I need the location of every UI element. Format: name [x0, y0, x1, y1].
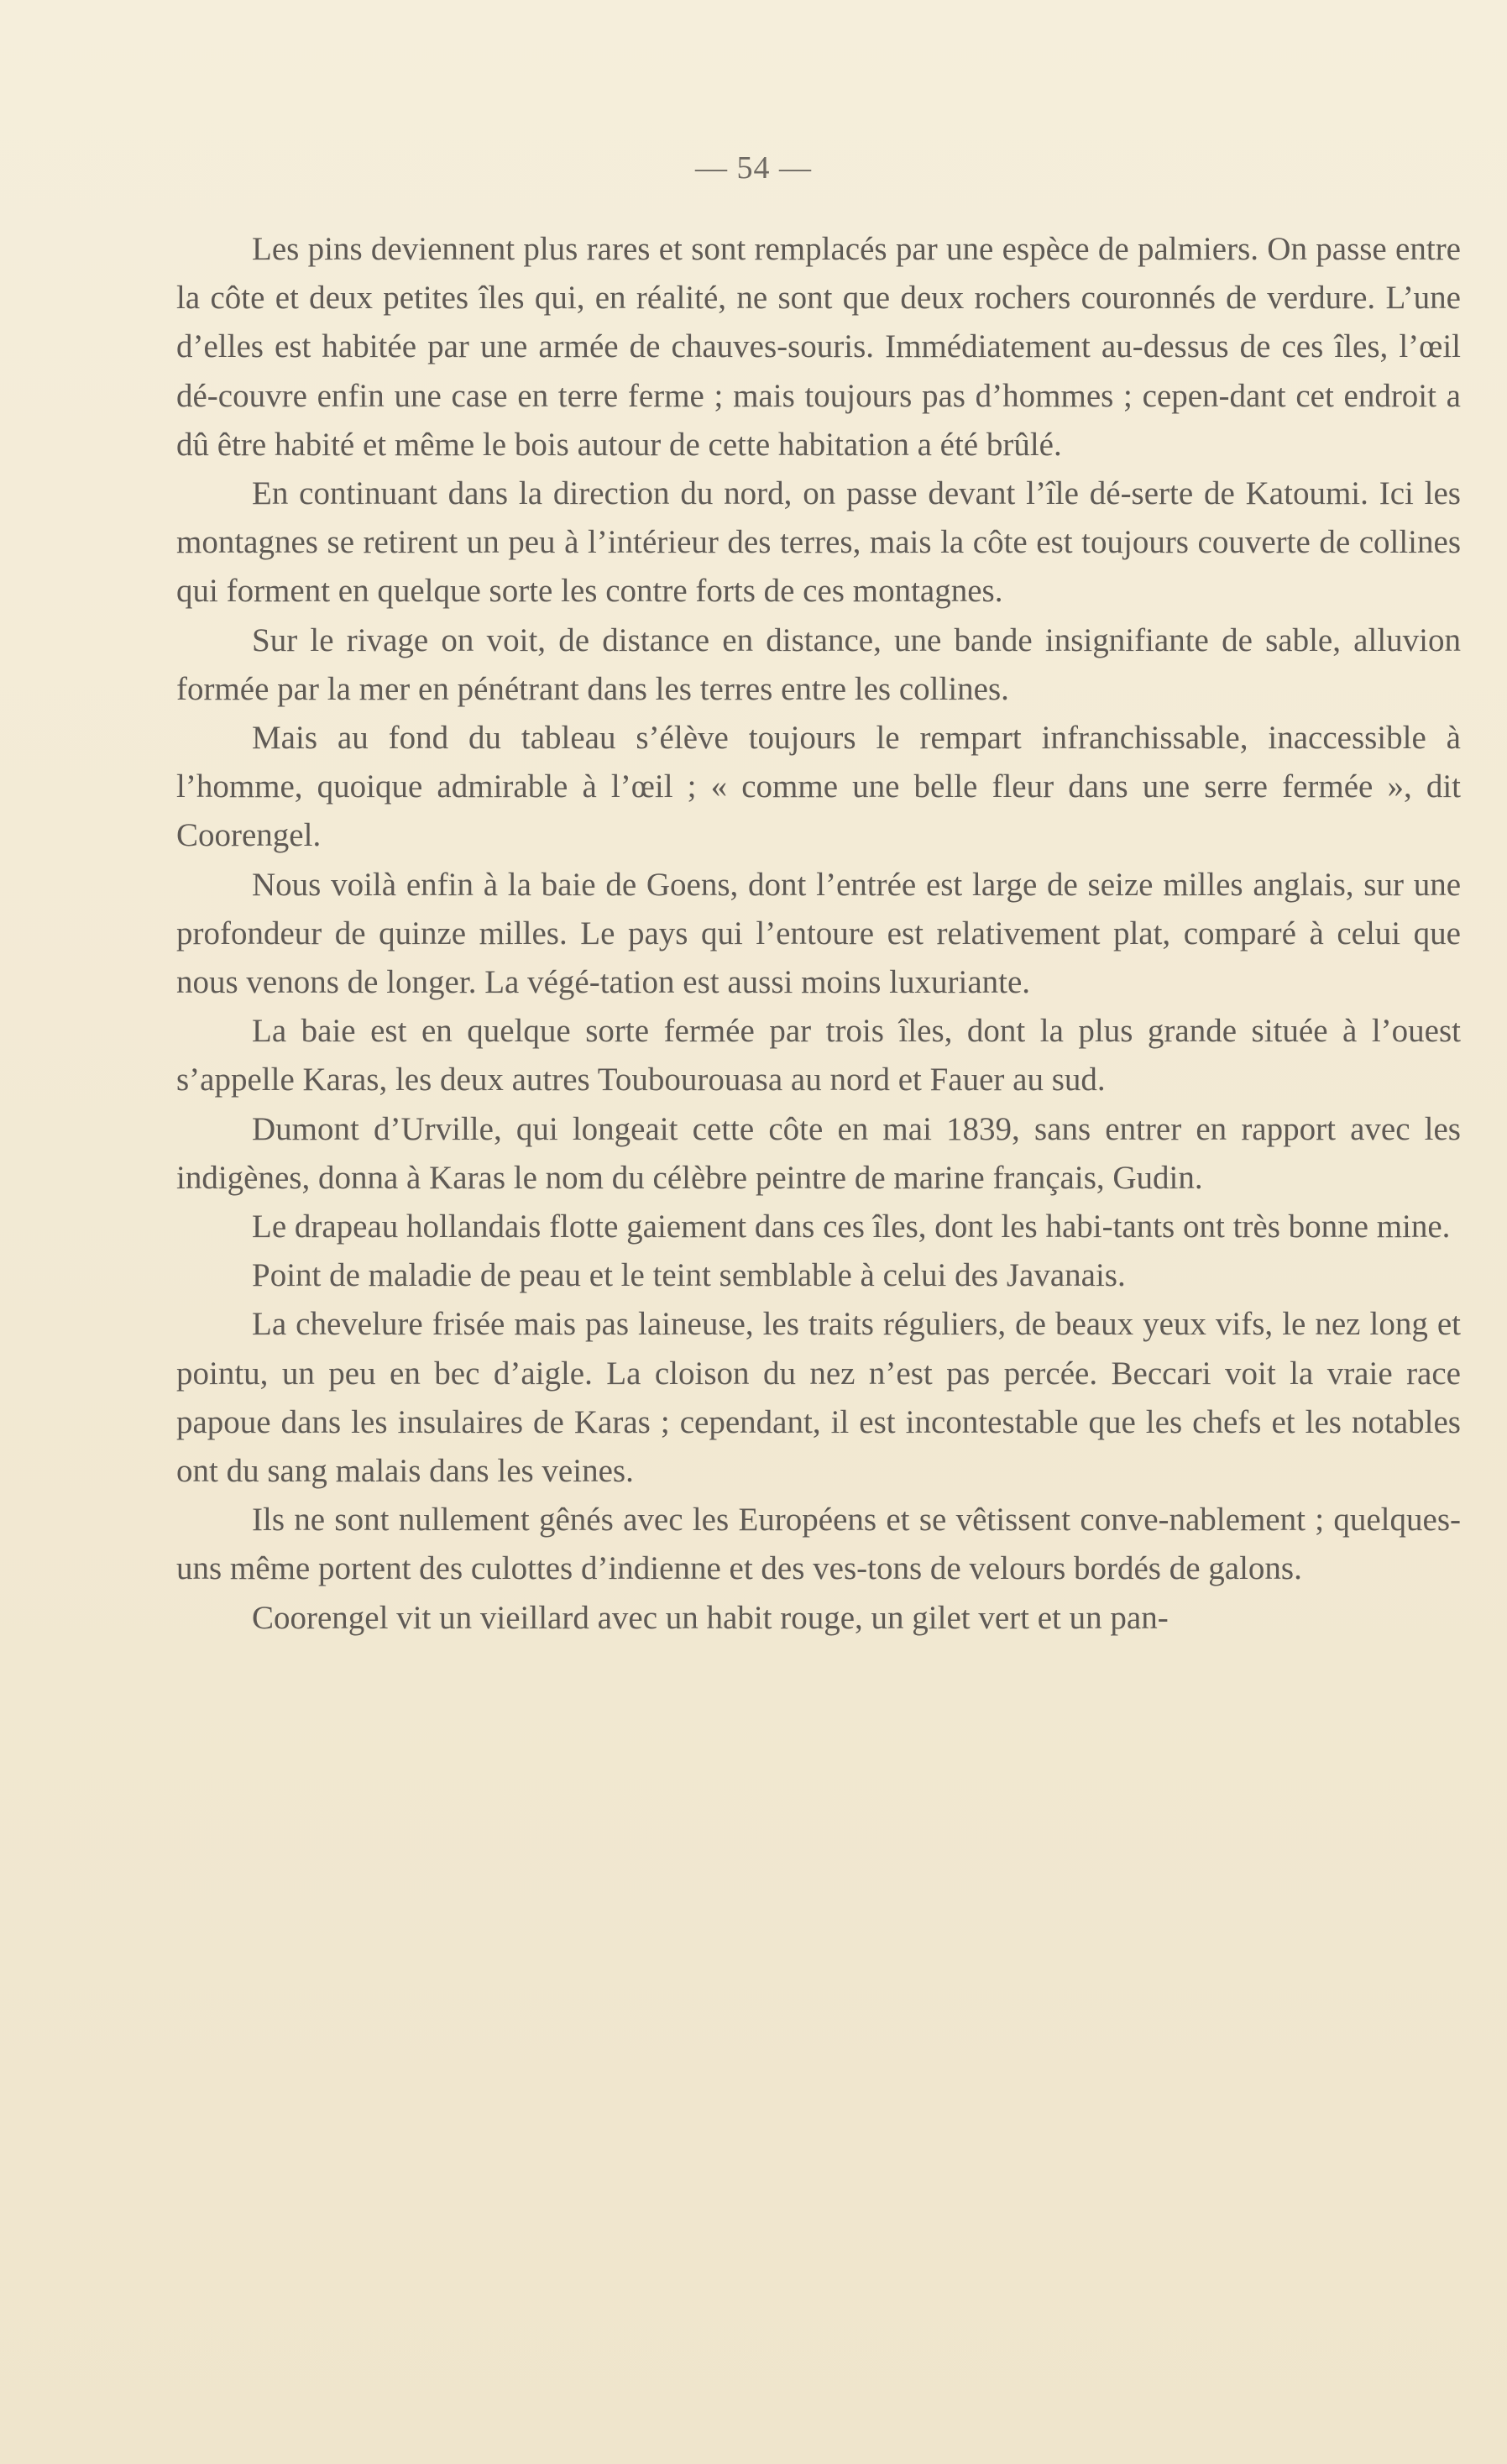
- paragraph: La chevelure frisée mais pas laineuse, les traits réguliers, de beaux yeux vifs, le nez long et pointu, un peu en bec d’aigle. La cloison du nez n’est pas percée. Beccari voit la vraie race papoue dans les insulaires de Karas ; cependant, il est incontestable que les chefs et les notables ont du sang malais dans les veines.: [176, 1306, 1461, 1490]
- page-number: — 54 —: [695, 150, 812, 186]
- paragraph: Dumont d’Urville, qui longeait cette côte en mai 1839, sans entrer en rapport avec les indigènes, donna à Karas le nom du célèbre peintre de marine français, Gudin.: [176, 1110, 1461, 1196]
- paragraph: Mais au fond du tableau s’élève toujours le rempart infranchissable, inaccessible à l’homme, quoique admirable à l’œil ; « comme une belle fleur dans une serre fermée », dit Coorengel.: [176, 720, 1461, 854]
- paragraph: Ils ne sont nullement gênés avec les Européens et se vêtissent conve-nablement ; quelques-uns même portent des culottes d’indienne et des ves-tons de velours bordés de galons.: [176, 1502, 1461, 1587]
- paragraph: Le drapeau hollandais flotte gaiement dans ces îles, dont les habi-tants ont très bonne mine.: [252, 1208, 1451, 1245]
- paragraph: Point de maladie de peau et le teint semblable à celui des Javanais.: [252, 1257, 1126, 1294]
- paragraph: Coorengel vit un vieillard avec un habit rouge, un gilet vert et un pan-: [252, 1599, 1169, 1636]
- paragraph: La baie est en quelque sorte fermée par trois îles, dont la plus grande située à l’ouest s’appelle Karas, les deux autres Toubourouasa au nord et Fauer au sud.: [176, 1013, 1461, 1098]
- body-text: [176, 225, 1461, 1643]
- paragraph: Sur le rivage on voit, de distance en distance, une bande insignifiante de sable, alluvion formée par la mer en pénétrant dans les terres entre les collines.: [176, 621, 1461, 707]
- paragraph: Nous voilà enfin à la baie de Goens, dont l’entrée est large de seize milles anglais, sur une profondeur de quinze milles. Le pays qui l’entoure est relativement plat, comparé à celui que nous venons de longer. La végé-tation est aussi moins luxuriante.: [176, 866, 1461, 1001]
- paragraph: Les pins deviennent plus rares et sont remplacés par une espèce de palmiers. On passe entre la côte et deux petites îles qui, en réalité, ne sont que deux rochers couronnés de verdure. L’une d’elles est habitée par une armée de chauves-souris. Immédiatement au-dessus de ces îles, l’œil dé-couvre enfin une case en terre ferme ; mais toujours pas d’hommes ; cepen-dant cet endroit a dû être habité et même le bois autour de cette habitation a été brûlé.: [176, 231, 1461, 463]
- paragraph: En continuant dans la direction du nord, on passe devant l’île dé-serte de Katoumi. Ici les montagnes se retirent un peu à l’intérieur des terres, mais la côte est toujours couverte de collines qui forment en quelque sorte les contre forts de ces montagnes.: [176, 475, 1461, 610]
